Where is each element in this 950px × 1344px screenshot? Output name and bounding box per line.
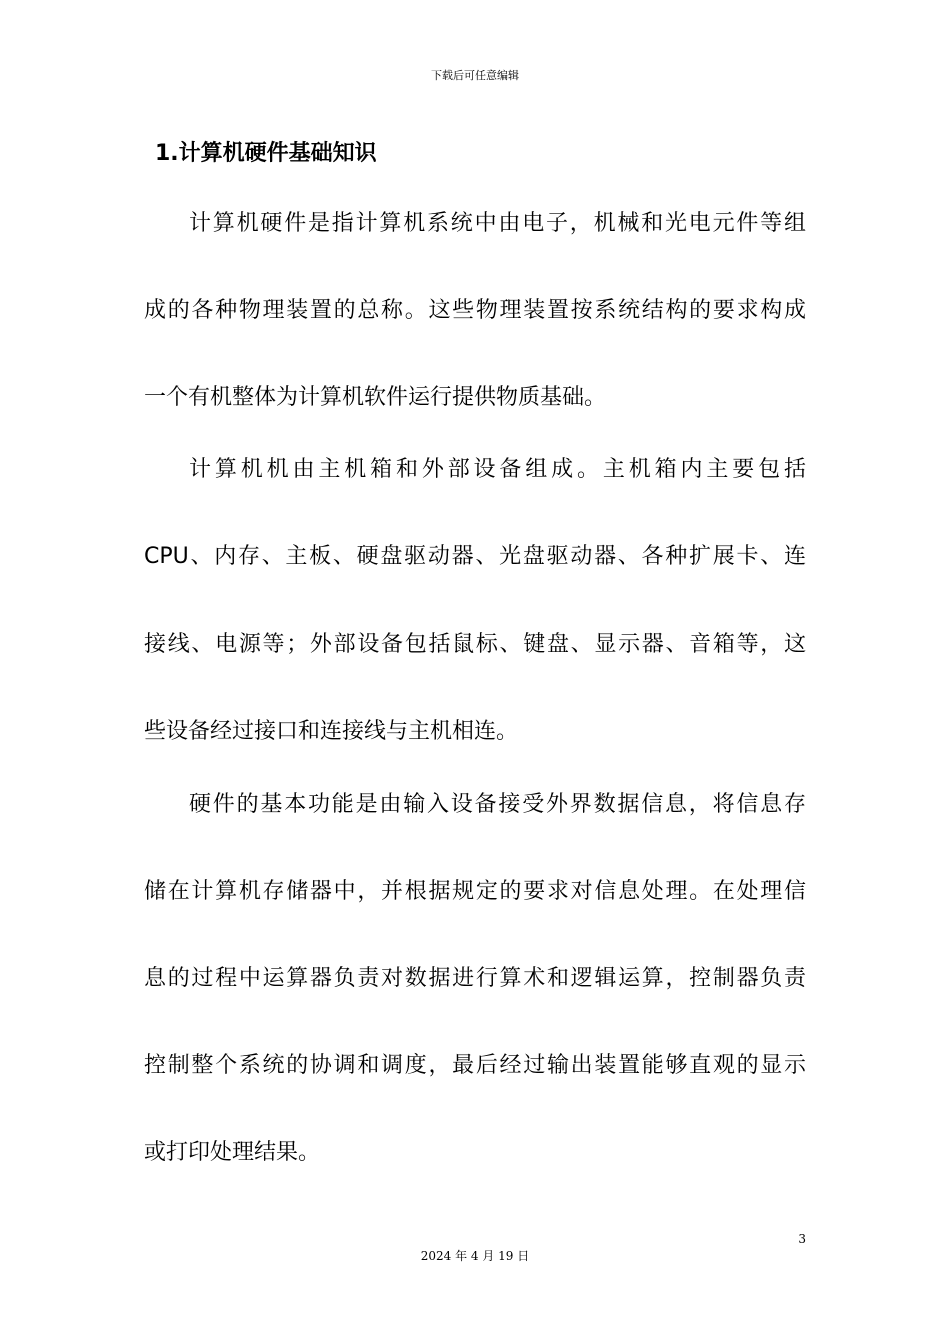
header-note: 下载后可任意编辑 <box>431 69 519 82</box>
paragraph-1-line-3: 一个有机整体为计算机软件运行提供物质基础。 <box>144 385 607 410</box>
paragraph-2-line-1: 计算机机由主机箱和外部设备组成。主机箱内主要包括 <box>189 457 806 482</box>
paragraph-2-line-4: 些设备经过接口和连接线与主机相连。 <box>144 719 519 744</box>
paragraph-1-line-1: 计算机硬件是指计算机系统中由电子，机械和光电元件等组 <box>189 211 806 236</box>
paragraph-3-line-5: 或打印处理结果。 <box>144 1140 321 1165</box>
paragraph-1-line-2: 成的各种物理装置的总称。这些物理装置按系统结构的要求构成 <box>144 298 806 323</box>
paragraph-2-line-2: CPU、内存、主板、硬盘驱动器、光盘驱动器、各种扩展卡、连 <box>144 544 806 569</box>
paragraph-3-line-1: 硬件的基本功能是由输入设备接受外界数据信息，将信息存 <box>189 792 806 817</box>
section-title: 1.计算机硬件基础知识 <box>155 141 377 166</box>
paragraph-2-line-3: 接线、电源等；外部设备包括鼠标、键盘、显示器、音箱等，这 <box>144 632 806 657</box>
paragraph-3-line-4: 控制整个系统的协调和调度，最后经过输出装置能够直观的显示 <box>144 1053 806 1078</box>
paragraph-3-line-2: 储在计算机存储器中，并根据规定的要求对信息处理。在处理信 <box>144 879 806 904</box>
footer-date: 2024 年 4 月 19 日 <box>420 1249 530 1263</box>
paragraph-3-line-3: 息的过程中运算器负责对数据进行算术和逻辑运算，控制器负责 <box>144 966 806 991</box>
page-number: 3 <box>798 1232 806 1246</box>
